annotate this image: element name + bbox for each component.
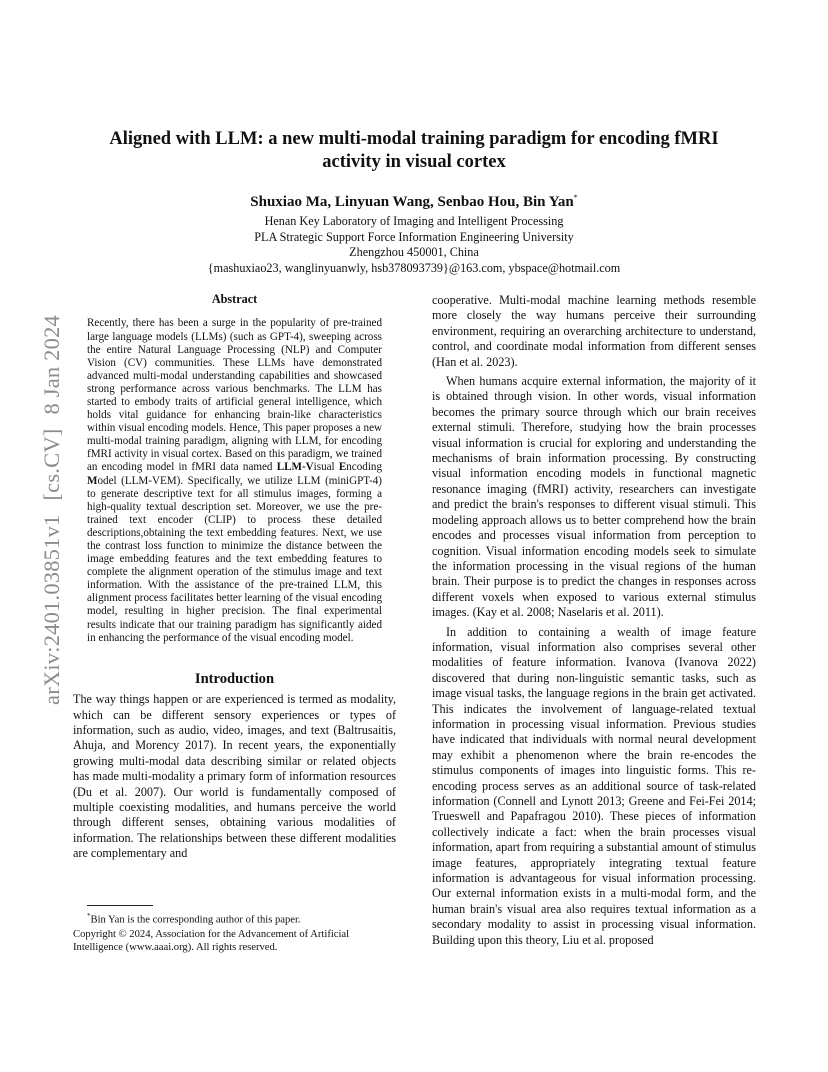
arxiv-category: [cs.CV]: [39, 428, 64, 501]
paper-title: Aligned with LLM: a new multi-modal training paradigm for encoding fMRI activity in visual cortex: [109, 129, 719, 172]
arxiv-identifier-stamp: [39, 315, 65, 705]
introduction-paragraph: The way things happen or are experienced is termed as modality, which can be different sensory experiences or types of information, such as audio, video, images, and text (Baltrusaitis, Ahuja, and Morency 2017). In recent years, the exponentially growing multi-modal data describing similar or related objects has made multi-modality a primary form of information resources (Du et al. 2007). Our world is fundamentally composed of multiple coexisting modalities, and humans perceive the world through different senses, obtaining various modalities of information. The relationships between these different modalities are complementary and: [73, 692, 396, 861]
abstract-heading: Abstract: [211, 292, 258, 306]
footnote-text: Bin Yan is the corresponding author of this paper.: [90, 914, 301, 926]
arxiv-date: 8 Jan 2024: [39, 315, 64, 415]
corresponding-author-mark: *: [573, 193, 578, 202]
model-name-bold-m: M: [87, 474, 98, 487]
author-names: Shuxiao Ma, Linyuan Wang, Senbao Hou, Bin Yan: [250, 194, 574, 210]
footnote-area: [73, 905, 396, 954]
right-column: [432, 293, 756, 948]
body-paragraph: In addition to containing a wealth of image feature information, visual information also comprises several other modalities of feature information. Ivanova (Ivanova 2022) discovered that during non-linguistic semantic tasks, such as image visual tasks, the language regions in the brain get activated. This indicates the involvement of language-related textual information in processing visual information. Previous studies have indicated that individuals with normal neural development may exhibit a phenomenon where the brain re-encodes the stimulus components of images into linguistic forms. This re-encoding process serves as an additional source of task-related information (Connell and Lynott 2013; Greene and Fei-Fei 2014; Trueswell and Papafragou 2010). These pieces of information collectively indicate a fact: when the brain processes visual information, apart from requiring a substantial amount of stimulus image features, appropriately integrating textual feature information is advantageous for visual information processing. Our external information exists in a multi-modal form, and the human brain's visual area also requires textual information as a secondary modality to assist in processing visual information. Building upon this theory, Liu et al. proposed: [432, 624, 756, 947]
paper-header: [0, 128, 828, 276]
author-emails: {mashuxiao23, wanglinyuanwly, hsb378093739}@163.com, ybspace@hotmail.com: [207, 260, 621, 275]
abstract-part-b: odel (LLM-VEM). Specifically, we utilize LLM (miniGPT-4) to generate descriptive text for all stimulus images, forming a high-quality textual description set. Moreover, we use the pre-trained text encoder (CLIP) to process these detailed descriptions,obtaining the text embedding features. Next, we use the contrast loss function to minimize the distance between the image embedding features and the text embedding features to complete the alignment operation of the stimulus image and text information. With the assistance of the pre-trained LLM, this alignment process facilitates better learning of the visual encoding model, resulting in higher precision. The final experimental results indicate that our training paradigm has significantly aided in enhancing the performance of the visual encoding model.: [87, 474, 382, 644]
arxiv-id: arXiv:2401.03851v1: [39, 514, 64, 705]
body-paragraph: cooperative. Multi-modal machine learning methods resemble more closely the way humans perceive their surrounding environment, requiring an overarching architecture to understand, control, and coordinate modal information from different senses (Han et al. 2023).: [432, 293, 756, 369]
affiliations: [0, 214, 828, 276]
model-name-mid2: ncoding: [346, 461, 382, 474]
body-paragraph: When humans acquire external information, the majority of it is obtained through vision. In other words, visual information becomes the primary source through which our brain receives external stimuli. Therefore, studying how the brain processes visual information is crucial for exploring and understanding the mechanisms of brain information processing. By constructing visual information encoding models in functional magnetic resonance imaging (fMRI) activity, researchers can investigate and predict the brain's responses to different visual stimuli. This modeling approach allows us to better comprehend how the brain encodes and processes visual information from perception to cognition. Visual information encoding models seek to simulate the information processing in the visual regions of the human brain. Their purpose is to predict the changes in responses across different voxels when exposed to various external stimulus images. (Kay et al. 2008; Naselaris et al. 2011).: [432, 374, 756, 620]
affiliation-line: Henan Key Laboratory of Imaging and Intelligent Processing: [264, 214, 564, 228]
footnote-mark: *: [87, 912, 91, 920]
affiliation-line: Zhengzhou 450001, China: [349, 245, 479, 260]
left-column: [73, 292, 396, 862]
model-name-mid: isual: [313, 461, 339, 474]
model-name-bold: LLM-V: [276, 461, 314, 474]
abstract-part-a: Recently, there has been a surge in the popularity of pre-trained large language models (LLMs) (such as GPT-4), sweeping across the entire Natural Language Processing (NLP) and Computer Vision (CV) communities. These LLMs have demonstrated advanced multi-modal understanding capabilities and showcased strong performance across various benchmarks. The LLM has started to embody traits of artificial general intelligence, which holds vital guidance for enhancing brain-like characteristics within visual encoding models. Hence, This paper proposes a new multi-modal training paradigm, aligning with LLM, for encoding fMRI activity in visual cortex. Based on this paradigm, we trained an encoding model in fMRI data named: [87, 317, 382, 474]
affiliation-line: PLA Strategic Support Force Information Engineering University: [254, 229, 574, 244]
model-name-bold-e: E: [338, 461, 347, 474]
author-list: [0, 189, 828, 211]
copyright-notice: Copyright © 2024, Association for the Advancement of Artificial Intelligence (www.aaai.org). All rights reserved.: [73, 929, 350, 953]
footnote-divider: [87, 905, 153, 906]
introduction-heading: Introduction: [194, 670, 275, 687]
abstract-text: [87, 317, 382, 644]
footnote: [73, 910, 396, 927]
